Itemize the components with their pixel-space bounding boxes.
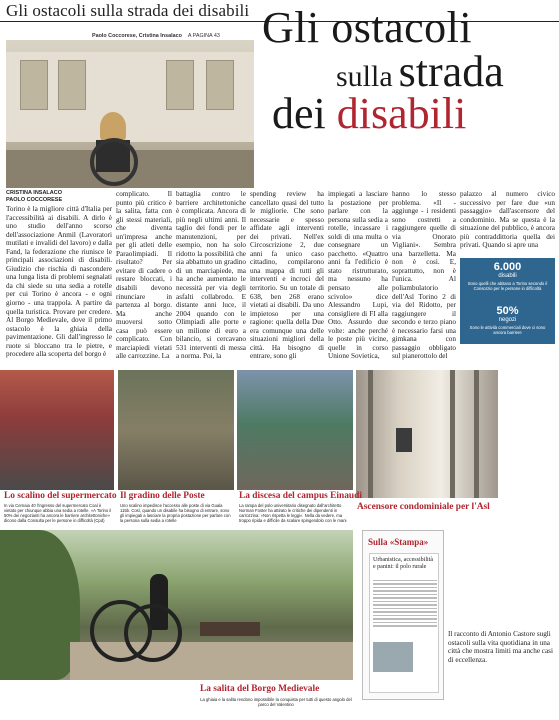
photo-borgo-medievale [0,530,353,680]
photo-stripe [474,370,479,498]
byline [6,190,62,204]
photo-intercom-box [396,428,412,452]
stat-unit: disabili [498,273,517,279]
stampa-clip-text-lines [373,580,437,629]
byline-top [92,33,220,39]
headline-line-1: Gli ostacoli [262,3,473,52]
caption-text: La rampa del polo universitario disegnato dall'architetto Norman Foster ha attirato le critiche dei dipendenti in carrozzina: «Non rispetta le leggi». Nella da vedere, ma troppo ripida e difficile da scalare spingendolo con le mani [239,503,347,524]
caption-text: Uno scalino impedisce l'accesso alle poste di via Guala 115b. Così, quando un disabile ha bisogno di entrare, sono gli impiegati a lasciare la propria postazione per parlare con la persona sulla sedia a rotelle [120,503,231,524]
photo-post-office-step [118,370,234,490]
byline-top-authors: Paolo Coccorese, Cristina Insalaco [92,33,182,39]
stampa-box [362,530,444,700]
stat-description: Sono le attività commerciali dove ci sono ancora barriere [469,325,546,335]
hero-photo-wheel [90,138,138,186]
article-column: Torino è la migliore città d'Italia per l'accessibilità ai disabili. A dirlo è uno studio dell'anno scorso dell'associazione Anmil (Lavoratori mutilati e invalidi del lavoro) e dalla Fand, la federazione che riunisce le principali associazioni di disabili. Giudizio che rischia di nascondere una lunga lista di problemi segnalati da chi siede su una sedia a rotelle per cui Torino è ancora - e ogni giorno - una trappola. A partire da quella turistica. Provare per credere. Al Borgo Medievale, dove il primo ostacolo è la ghiaia della pavimentazione. Gli dall'ingresso le ruote si bloccano tra le pietre, e procedere alla scoperta del borgo è [6,205,112,359]
stampa-clip-headline: Urbanistica, accessibilità e panini: il polo rurale [373,557,433,570]
headline-word-strada: strada [398,47,504,96]
article-column: impiegati a lasciare la postazione per parlare con la persona sulla sedia a rotelle, incassare i soldi di una multa o consegnare un pacchetto. «Quattro anni fa l'edificio è stato ristrutturato, ma nessuno ha pensato alle scivolo» dice Alessandro Lupi, consigliere di FI alla Otto. Assurdo due volte: anche perché le poste più vicine, quelle in corso Unione Sovietica, [328,190,388,361]
caption-title: La salita del Borgo Medievale [200,684,320,694]
stat-unit: negozi [498,317,517,323]
headline-line-3 [272,89,467,138]
headline-line-2 [336,47,504,96]
hero-photo-panel [20,60,48,110]
byline-author-1: CRISTINA INSALACO [6,190,63,196]
hero-photo-panel [206,60,234,110]
stat-box-disabili [460,258,555,302]
caption-title: Lo scalino del supermercato [4,491,117,501]
stampa-text: Il racconto di Antonio Castore sugli ostacoli sulla vita quotidiana in una città che mostra limiti ma anche casi di eccellenza. [448,630,553,664]
stat-number: 6.000 [493,261,522,273]
section-kicker: Gli ostacoli sulla strada dei disabili [6,1,250,20]
stampa-clip-image [373,642,413,672]
photo-wheel [124,604,182,662]
headline-word-sulla: sulla [336,60,393,93]
stat-box-negozi [460,302,555,344]
photo-stripe [450,370,455,498]
stat-number: 50% [496,305,519,317]
photo-tree [0,530,80,680]
byline-author-2: PAOLO COCCORESE [6,197,63,203]
hero-photo-wheelchair [6,40,254,188]
caption-text: In via Cernaia 40 l'ingresso del supermercato Coal è vietato per chiunque abbia una sedia a rotelle. «A Torino il 50% dei negozianti ha ancora le barriere architettoniche» dicono dalla Consulta per le persone in difficoltà (Cpd) [4,503,112,524]
article-column: complicato. Il punto più critico è la salita, fatta con gli stessi materiali, che diventa un'impresa anche per gli atleti delle Paraolimpiadi. Il risultato? Per evitare di cadere o restare bloccati, i disabili devono rinunciare in partenza al borgo. Ma anche muoversi sotto casa può essere complicato. Con marciapiedi vietati alle carrozzine. La [116,190,172,361]
hero-photo-panel [166,60,194,110]
stat-description: Sono quelli che abitano a Torino secondo il Consorzio per le persone in difficoltà [467,281,548,291]
article-column: hanno lo stesso problema. «Il - aggiunge - i residenti sono costretti a raggiungere quelle di via Onorato Vigliani». Sembra una barzelletta. Ma non è così. E, soprattutto, non è l'unica. Al poliambulatorio dell'Asl Torino 2 di via del Ridotto, per raggiungere il secondo e terzo piano è necessario farsi una gimkana con passaggio obbligato sul pianerottolo del [392,190,456,361]
byline-top-page: A PAGINA 43 [187,33,220,39]
caption-text: La ghiaia e la salita rendono impossibile la conquista per tutti di questo angolo del parco del Valentino [200,697,352,708]
stampa-title: Sulla «Stampa» [368,537,429,547]
caption-title: Ascensore condominiale per l'Asl [357,502,490,512]
headline-word-dei: dei [272,89,326,138]
article-column: spending review ha cancellato quasi del tutto le migliorie. Che sono necessarie e spesso affidate agli interventi dei privati. Nell'ex Circoscrizione 2, due anni fa unico caso cittadino, compilarono una mappa di tutti gli interventi e incroci del territorio. Su un totale di 638, ben 268 erano vietati ai disabili. Da uno impietoso per una ragione: quella della Due era comunque una delle situazioni migliori della città. Ha bisogno di entrare, sono gli [250,190,324,361]
photo-supermarket-step [0,370,114,490]
stampa-clipping [369,553,439,693]
caption-title: La discesa del campus Einaudi [239,491,362,501]
photo-bench [200,622,260,636]
photo-campus-ramp [237,370,353,490]
article-column: palazzo al numero civico successivo per fare due «un passaggio» dall'ascensore del condominio. Ma se questa è la situazione del pubblico, è ancora più contraddittoria quella dei privati. Quando si apre una [460,190,555,250]
photo-condo-elevator [356,370,498,498]
headline-word-disabili: disabili [336,89,467,138]
article-column: battaglia contro le barriere architettoniche è complicata. Ancora di più negli ultimi anni. Il taglio dei fondi per le manutenzioni, per esempio, non ha solo ridotto la possibilità che sia abbattuto un gradino di un marciapiede, ma ha anche aumentato le necessità per via degli asfalti collabrodo. E distante anni luce, il 2004 quando con le Olimpiadi alle porte e un milione di euro a bilancio, si cercavano 531 interventi di messa a norma. Poi, la [176,190,246,361]
caption-title: Il gradino delle Poste [120,491,205,501]
photo-stripe [368,370,373,498]
hero-photo-panel [58,60,86,110]
